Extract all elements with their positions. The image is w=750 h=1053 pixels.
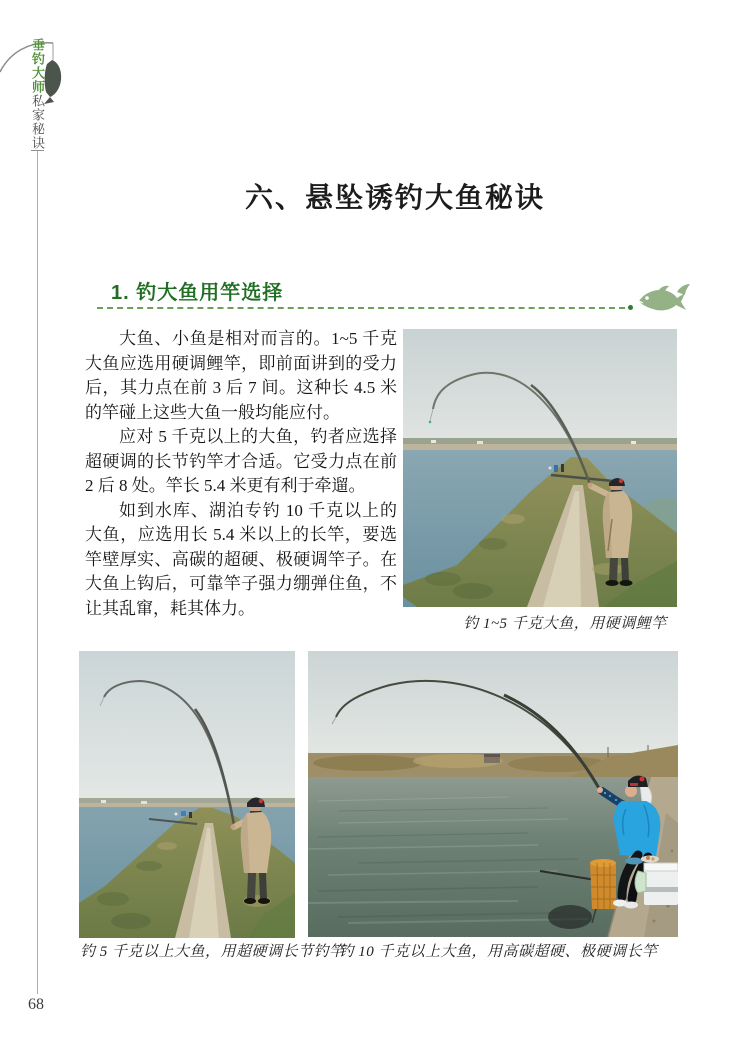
plastic-bag bbox=[635, 871, 646, 893]
sidebar-series-title bbox=[29, 38, 46, 150]
paragraph-2: 应对 5 千克以上的大鱼，钓者应选择超硬调的长节钓竿才合适。它受力点在前 2 后 8 处。竿长 5.4 米更有利于牵遛。 bbox=[85, 427, 397, 495]
shoe bbox=[620, 580, 633, 586]
paragraph-1: 大鱼、小鱼是相对而言的。1~5 千克大鱼应选用硬调鲤竿，即前面讲到的受力后，其力点在前 3 后 7 间。这种长 4.5 米的竿碰上这些大鱼一般均能应付。 bbox=[85, 329, 397, 422]
leg bbox=[621, 558, 629, 581]
photo2-illustration bbox=[79, 651, 295, 938]
paragraph-3: 如到水库、湖泊专钓 10 千克以上的大鱼，应选用长 5.4 米以上的长竿，要选竿壁厚实、高碳的超硬、极硬调竿子。在大鱼上钩后，可靠竿子强力绷弹住鱼，不让其乱窜，耗其体力。 bbox=[85, 500, 397, 618]
sky bbox=[308, 651, 678, 763]
photo1-illustration bbox=[403, 329, 677, 607]
hand bbox=[597, 787, 603, 793]
sidebar-vertical-rule bbox=[37, 151, 38, 994]
figure-caption-3: 钓 10 千克以上大鱼，用高碳超硬、极硬调长竿 bbox=[338, 944, 658, 960]
white-shoe bbox=[624, 902, 638, 909]
landing-net-hoop bbox=[549, 906, 591, 928]
bait-bowl bbox=[641, 856, 659, 863]
sky bbox=[79, 651, 295, 811]
page-number: 68 bbox=[28, 996, 44, 1013]
distant-angler bbox=[561, 464, 564, 472]
series-title-main: 垂钓大师 bbox=[30, 38, 45, 94]
hanging-fish-icon bbox=[45, 60, 62, 97]
float bbox=[429, 421, 432, 424]
leg bbox=[609, 558, 618, 581]
series-title-sub: 私家秘诀 bbox=[30, 94, 45, 150]
leg bbox=[259, 873, 267, 899]
figure-photo-1 bbox=[403, 329, 677, 607]
fish-body bbox=[639, 290, 686, 310]
fish-eye bbox=[645, 296, 649, 300]
figure-caption-1: 钓 1~5 千克大鱼，用硬调鲤竿 bbox=[463, 616, 667, 632]
section-dotted-rule bbox=[97, 307, 625, 309]
section-fish-icon bbox=[635, 282, 691, 316]
dotted-rule-end-dot bbox=[628, 305, 633, 310]
distant-shore bbox=[403, 444, 677, 451]
sky bbox=[403, 329, 677, 453]
section-header bbox=[97, 276, 689, 318]
figure-photo-3 bbox=[308, 651, 678, 937]
shoe bbox=[244, 898, 256, 904]
fish-tail-fin bbox=[677, 284, 690, 295]
blue-jacket bbox=[614, 801, 660, 857]
distant-angler bbox=[189, 812, 192, 818]
body-text bbox=[85, 327, 397, 621]
shoe bbox=[258, 898, 270, 904]
distant-angler bbox=[181, 811, 186, 816]
photo3-illustration bbox=[308, 651, 678, 937]
leg bbox=[247, 873, 256, 899]
figure-caption-2: 钓 5 千克以上大鱼，用超硬调长节钓竿 bbox=[80, 944, 345, 960]
section-title: 1. 钓大鱼用竿选择 bbox=[111, 282, 284, 304]
distant-angler bbox=[554, 465, 558, 472]
shoe bbox=[606, 580, 619, 586]
bait-bowl bbox=[625, 858, 643, 865]
chapter-title: 六、悬坠诱钓大鱼秘诀 bbox=[244, 182, 545, 214]
figure-photo-2 bbox=[79, 651, 295, 938]
